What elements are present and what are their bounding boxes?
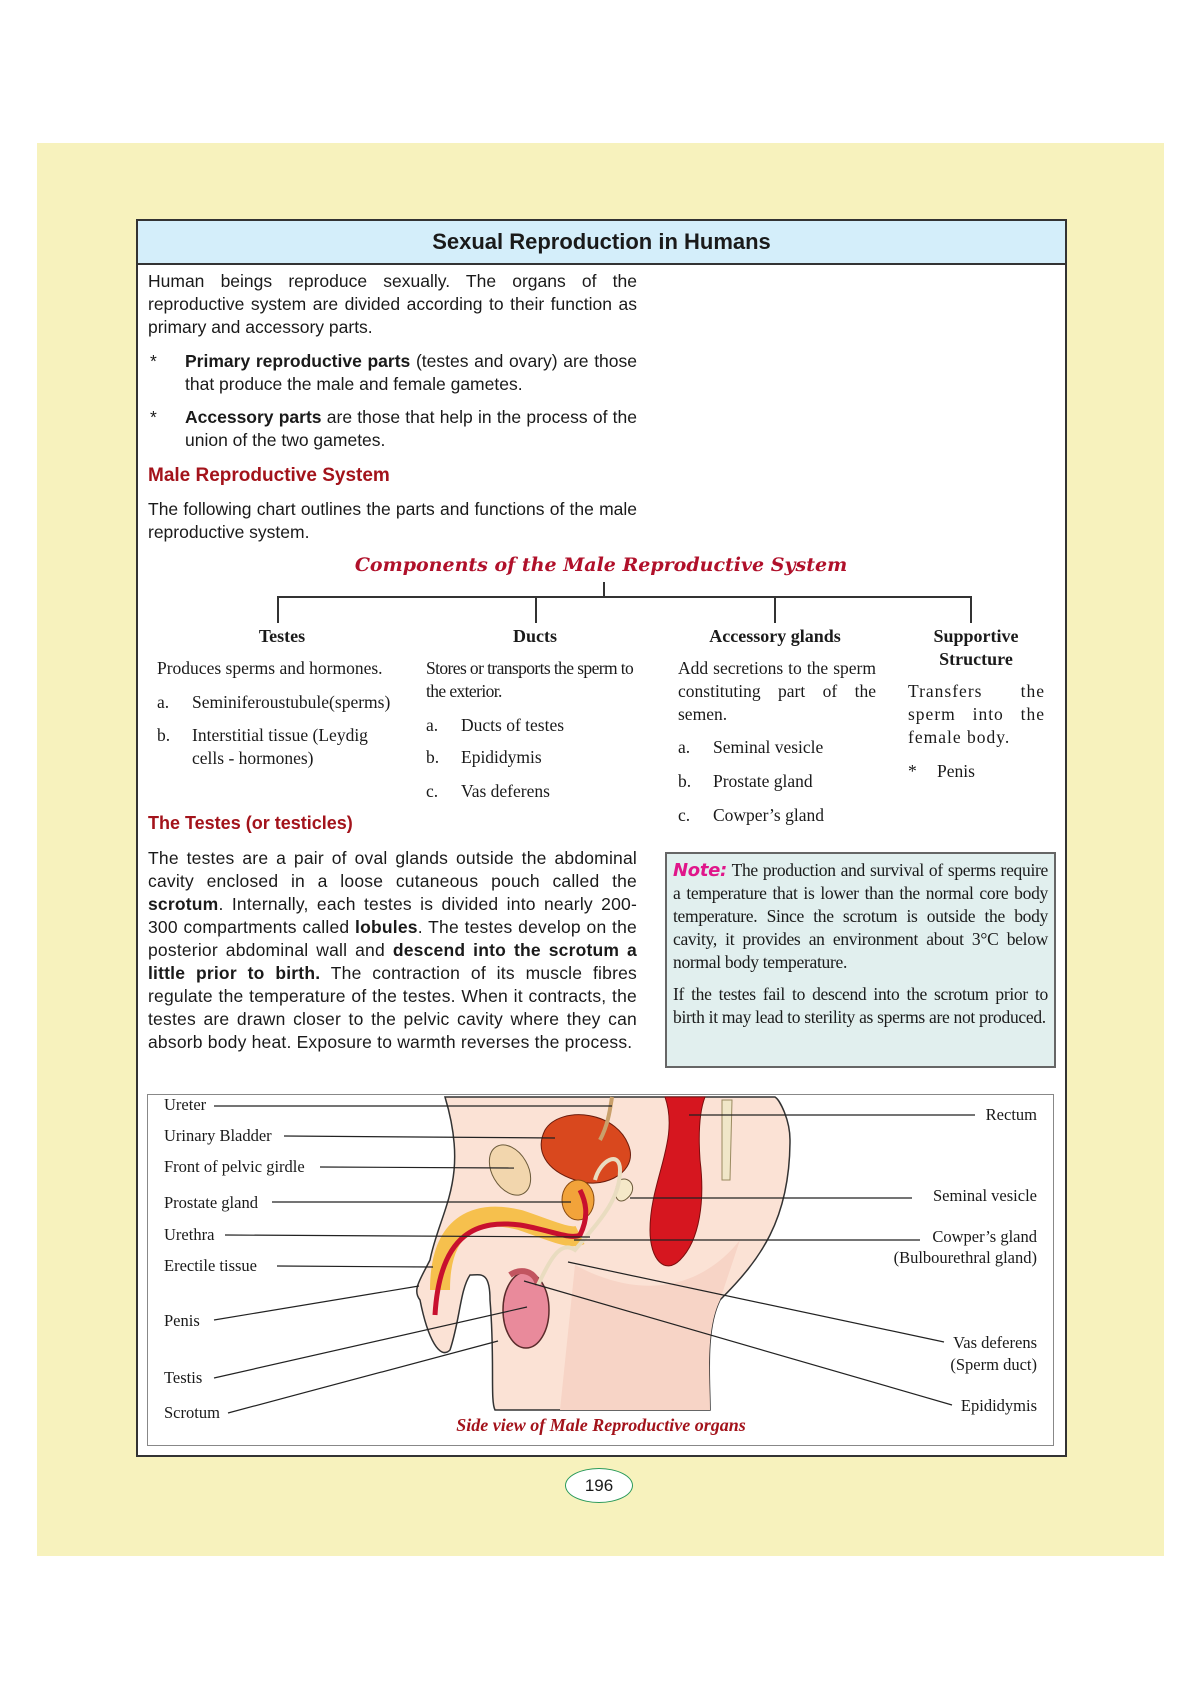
- item-text: Vas deferens: [461, 781, 550, 801]
- label-pelvic-girdle: Front of pelvic girdle: [164, 1157, 305, 1176]
- label-bulbourethral: (Bulbourethral gland): [893, 1248, 1037, 1267]
- label-testis: Testis: [164, 1368, 203, 1387]
- item-marker: a.: [426, 715, 439, 735]
- text-run: The contraction of its muscle fibres regulate the temperature of the testes. When it contracts, the testes are drawn closer to the pelvic cavity where they can absorb body heat. Exposure to warmth reverses the process.: [148, 963, 637, 1052]
- bullet-marker: *: [150, 351, 157, 371]
- male-intro: The following chart outlines the parts and functions of the male reproductive system.: [148, 499, 637, 542]
- label-penis: Penis: [164, 1311, 200, 1330]
- label-erectile-tissue: Erectile tissue: [164, 1256, 258, 1275]
- bullet-bold: Primary reproductive parts: [185, 351, 411, 371]
- bullet-marker: *: [150, 407, 157, 427]
- item-marker: b.: [157, 725, 171, 745]
- intro-paragraph: Human beings reproduce sexually. The organs of the reproductive system are divided according to their function as primary and accessory parts.: [148, 271, 637, 337]
- label-prostate: Prostate gland: [164, 1193, 258, 1212]
- column-desc: Stores or transports the sperm to the exterior.: [426, 658, 634, 701]
- text-run: The testes are a pair of oval glands outside the abdominal cavity enclosed in a loose cutaneous pouch called the: [148, 848, 637, 891]
- note-label: Note:: [673, 860, 727, 881]
- item-text: Prostate gland: [713, 771, 813, 791]
- item-text: Ducts of testes: [461, 715, 565, 735]
- bold-term: descend into the scrotum a little prior to birth.: [148, 940, 637, 983]
- testes-heading: The Testes (or testicles): [148, 813, 353, 833]
- bold-term: scrotum: [148, 894, 219, 914]
- page-title: Sexual Reproduction in Humans: [138, 221, 1065, 265]
- note-text: The production and survival of sperms require a temperature that is lower than the normal core body temperature. Since the scrotum is outside the body cavity, it provides an environment about 3°C below normal body temperature.: [673, 860, 1048, 972]
- item-marker: a.: [157, 692, 170, 712]
- item-marker: c.: [426, 781, 439, 801]
- label-seminal-vesicle: Seminal vesicle: [932, 1186, 1037, 1205]
- testis-shape: [503, 1272, 549, 1348]
- label-sperm-duct: (Sperm duct): [950, 1355, 1037, 1374]
- column-desc: Produces sperms and hormones.: [157, 658, 383, 678]
- text-run: . Internally, each testes is divided into nearly 200-300 compartments called: [148, 894, 637, 937]
- item-marker: *: [908, 761, 917, 781]
- prostate-shape: [562, 1180, 594, 1220]
- text-run: . The testes develop on the posterior abdominal wall and: [148, 917, 637, 960]
- bullet-text: (testes and ovary) are those that produce the male and female gametes.: [185, 351, 638, 394]
- spine-shape: [722, 1100, 732, 1180]
- item-marker: c.: [678, 805, 691, 825]
- item-text: Cowper’s gland: [713, 805, 824, 825]
- label-rectum: Rectum: [985, 1105, 1037, 1124]
- label-epididymis: Epididymis: [960, 1396, 1037, 1415]
- label-urinary-bladder: Urinary Bladder: [164, 1126, 272, 1145]
- item-text: Penis: [937, 761, 975, 781]
- note-text: If the testes fail to descend into the scrotum prior to birth it may lead to sterility as sperms are not produced.: [673, 984, 1048, 1027]
- label-vas-deferens: Vas deferens: [953, 1333, 1037, 1352]
- column-desc: Transfers the sperm into the female body.: [908, 681, 1045, 747]
- male-heading: Male Reproductive System: [148, 465, 390, 486]
- column-heading-supportive: Supportive Structure: [933, 626, 1019, 669]
- bullet-bold: Accessory parts: [185, 407, 322, 427]
- column-heading-testes: Testes: [258, 626, 306, 646]
- item-text: Seminiferoustubule(sperms): [192, 692, 391, 712]
- page-number: 196: [565, 1468, 633, 1503]
- label-ureter: Ureter: [164, 1095, 207, 1114]
- item-text: Epididymis: [461, 747, 542, 767]
- bullet-text: are those that help in the process of the union of the two gametes.: [185, 407, 637, 450]
- item-marker: b.: [426, 747, 440, 767]
- item-marker: b.: [678, 771, 692, 791]
- item-text: Interstitial tissue (Leydig cells - hormones): [192, 725, 368, 768]
- label-scrotum: Scrotum: [164, 1403, 220, 1422]
- column-desc: Add secretions to the sperm constituting part of the semen.: [678, 658, 876, 724]
- column-heading-accessory: Accessory glands: [709, 626, 841, 646]
- chart-title: Components of the Male Reproductive System: [354, 554, 848, 576]
- column-heading-ducts: Ducts: [513, 626, 557, 646]
- item-text: Seminal vesicle: [713, 737, 824, 757]
- item-marker: a.: [678, 737, 691, 757]
- label-urethra: Urethra: [164, 1225, 215, 1244]
- bold-term: lobules: [355, 917, 418, 937]
- label-cowpers-gland: Cowper’s gland: [932, 1227, 1037, 1246]
- diagram-caption: Side view of Male Reproductive organs: [456, 1415, 746, 1435]
